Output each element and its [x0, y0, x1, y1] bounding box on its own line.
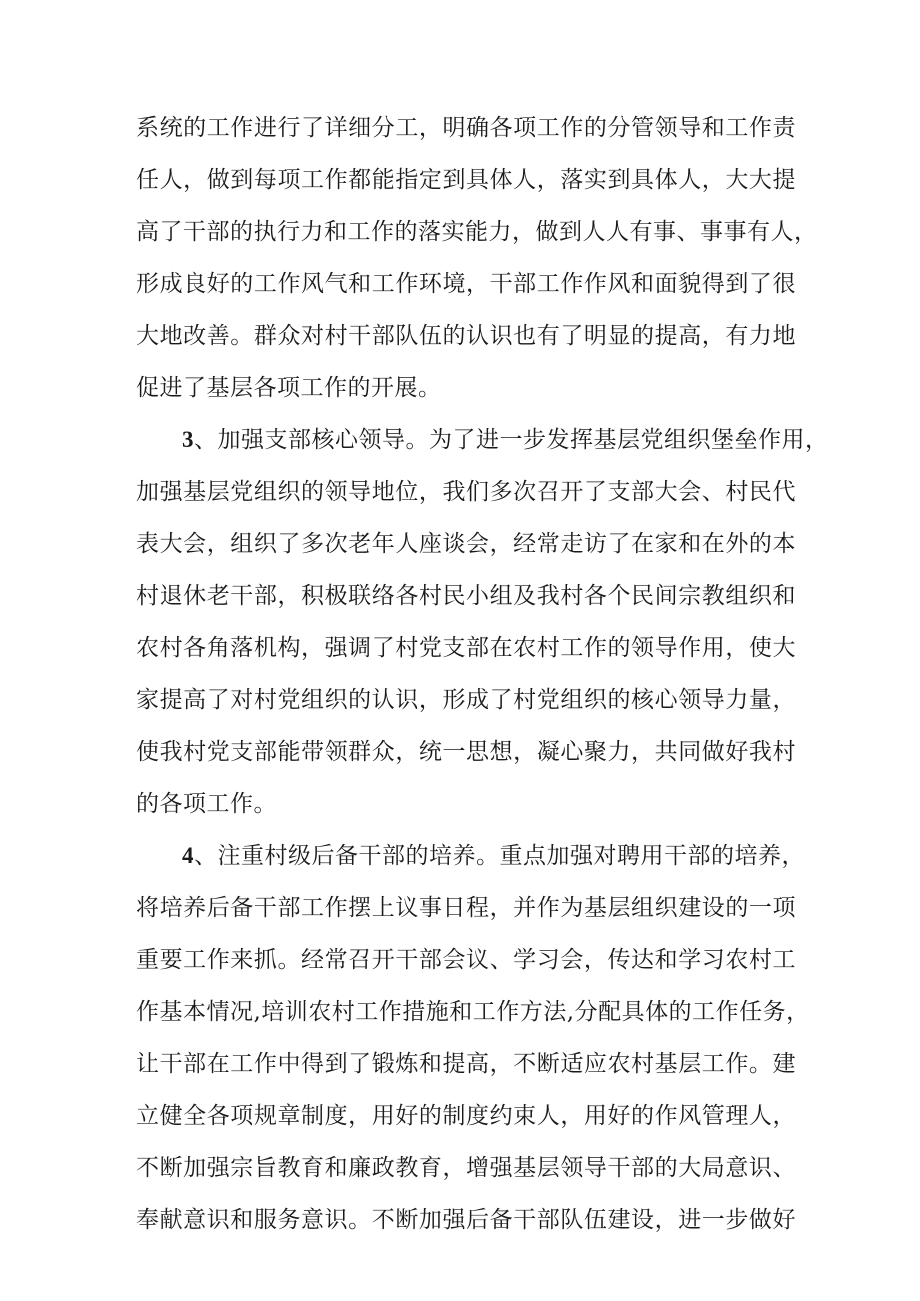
paragraph-3-line-2: 加强基层党组织的领导地位，我们多次召开了支部大会、村民代: [136, 479, 796, 505]
paragraph-4-line-6: 立健全各项规章制度，用好的制度约束人，用好的作风管理人，: [136, 1103, 796, 1129]
paragraph-4-line-5: 让干部在工作中得到了锻炼和提高，不断适应农村基层工作。建: [136, 1051, 796, 1077]
paragraph-3-line-4: 村退休老干部，积极联络各村民小组及我村各个民间宗教组织和: [136, 583, 796, 609]
section-number-3: 3: [182, 427, 194, 452]
paragraph-3-line-6: 家提高了对村党组织的认识，形成了村党组织的核心领导力量，: [136, 687, 796, 713]
paragraph-3-line-7: 使我村党支部能带领群众，统一思想，凝心聚力，共同做好我村: [136, 739, 796, 765]
paragraph-3-line-3: 表大会，组织了多次老年人座谈会，经常走访了在家和在外的本: [136, 531, 796, 557]
paragraph-1-line-4: 形成良好的工作风气和工作环境，干部工作作风和面貌得到了很: [136, 271, 796, 297]
paragraph-3-line-8: 的各项工作。: [136, 791, 277, 817]
paragraph-4-line-4: 作基本情况,培训农村工作措施和工作方法,分配具体的工作任务，: [136, 999, 810, 1025]
paragraph-4-line-8: 奉献意识和服务意识。不断加强后备干部队伍建设，进一步做好: [136, 1207, 796, 1233]
paragraph-3-line-5: 农村各角落机构，强调了村党支部在农村工作的领导作用，使大: [136, 635, 796, 661]
paragraph-4-line-2: 将培养后备干部工作摆上议事日程，并作为基层组织建设的一项: [136, 895, 796, 921]
paragraph-4-line-1-text: 、注重村级后备干部的培养。重点加强对聘用干部的培养，: [194, 843, 805, 869]
paragraph-4-line-7: 不断加强宗旨教育和廉政教育，增强基层领导干部的大局意识、: [136, 1155, 796, 1181]
paragraph-4-line-3: 重要工作来抓。经常召开干部会议、学习会，传达和学习农村工: [136, 947, 796, 973]
paragraph-3-line-1-text: 、加强支部核心领导。为了进一步发挥基层党组织堡垒作用，: [194, 427, 829, 453]
paragraph-1-line-6: 促进了基层各项工作的开展。: [136, 375, 442, 401]
section-number-4: 4: [182, 843, 194, 868]
paragraph-1-line-2: 任人，做到每项工作都能指定到具体人，落实到具体人，大大提: [136, 167, 796, 193]
paragraph-1-line-1: 系统的工作进行了详细分工，明确各项工作的分管领导和工作责: [136, 115, 796, 141]
paragraph-3-line-1: [182, 420, 829, 460]
paragraph-1-line-3: 高了干部的执行力和工作的落实能力，做到人人有事、事事有人，: [136, 219, 818, 245]
paragraph-4-line-1: [182, 836, 805, 876]
paragraph-1-line-5: 大地改善。群众对村干部队伍的认识也有了明显的提高，有力地: [136, 323, 796, 349]
